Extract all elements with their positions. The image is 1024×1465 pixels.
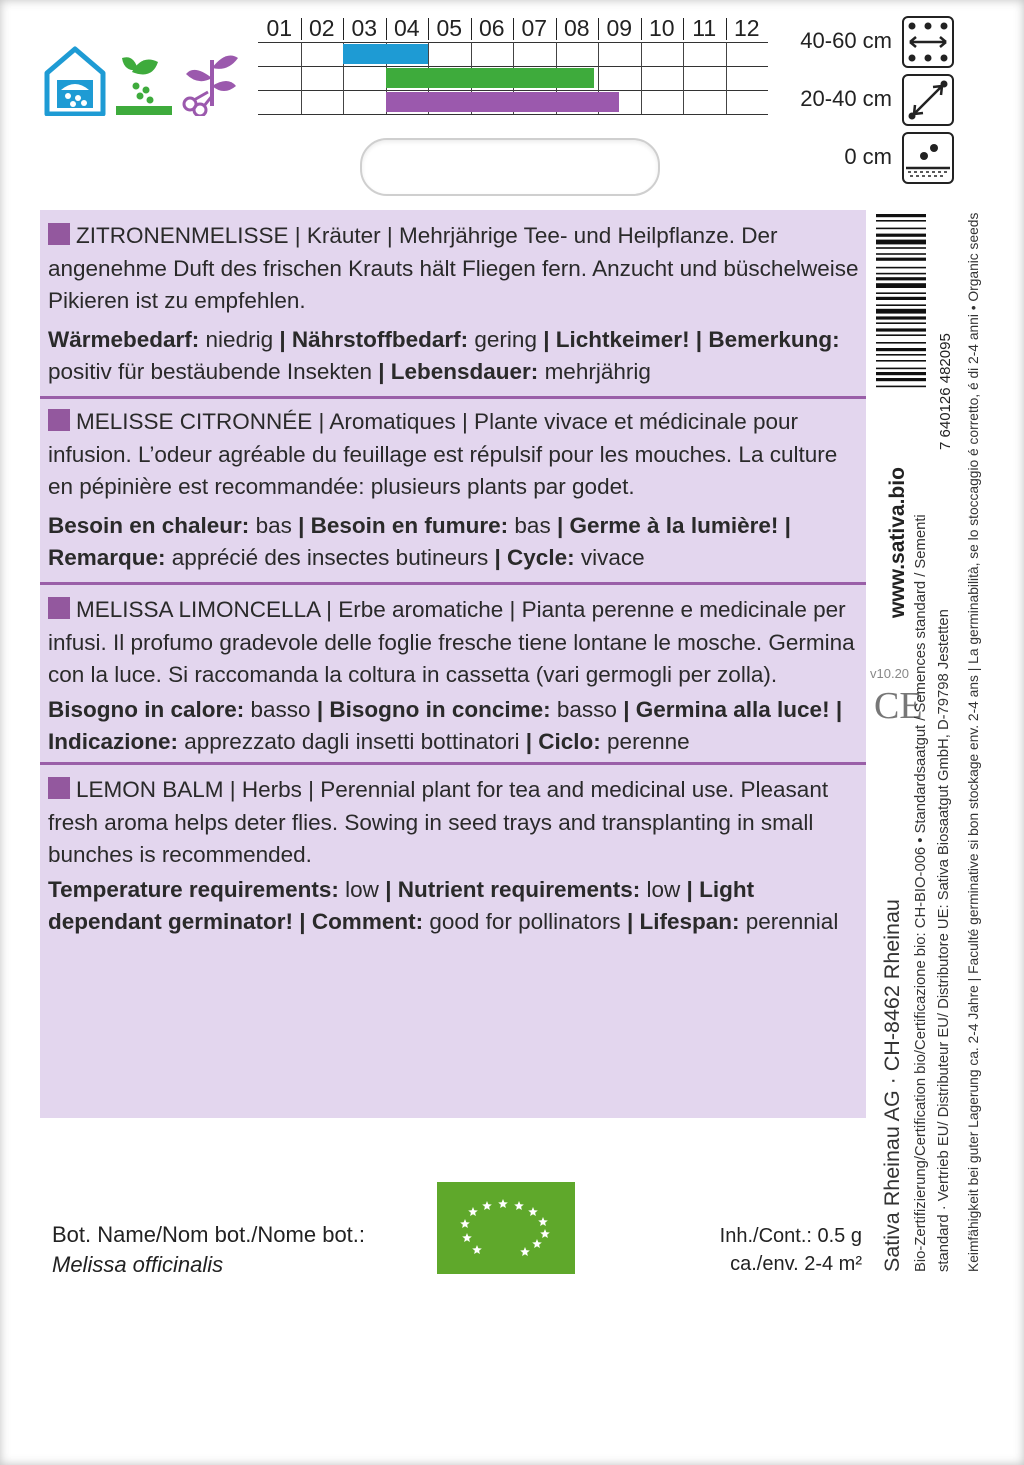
botanical-name-label: Bot. Name/Nom bot./Nome bot.: bbox=[52, 1222, 366, 1247]
calendar-month-11: 11 bbox=[692, 15, 717, 41]
calendar-month-separator bbox=[471, 18, 472, 40]
fact-key: | Germina alla luce! | Indicazione: bbox=[48, 696, 843, 754]
calendar-month-05: 05 bbox=[436, 15, 463, 41]
section-desc: | Kräuter | Mehrjährige Tee- und Heilpflanze. Der angenehme Duft des frischen Krauts hält Fliegen fern. Anzucht und büschelweise Pikieren ist zu empfehlen. bbox=[48, 223, 859, 313]
fact-value: apprécié des insectes butineurs bbox=[165, 545, 495, 570]
fact-value: low bbox=[338, 876, 386, 902]
calendar-month-separator bbox=[343, 18, 344, 40]
fact-value: bas bbox=[508, 512, 557, 538]
calendar-column-line bbox=[726, 42, 727, 114]
ce-mark: CE bbox=[874, 685, 923, 727]
calendar-bar-indoor-sowing bbox=[343, 44, 428, 64]
fact-key: | Bisogno in concime: bbox=[316, 696, 551, 722]
section-bullet bbox=[48, 223, 70, 245]
calendar-month-separator bbox=[641, 18, 642, 40]
section-title: MELISSA LIMONCELLA bbox=[76, 597, 320, 622]
fact-key: Bisogno in calore: bbox=[48, 696, 245, 722]
fact-key: | Ciclo: bbox=[525, 729, 601, 754]
calendar-month-08: 08 bbox=[563, 15, 590, 41]
calendar-row-line bbox=[258, 114, 768, 115]
section-bullet bbox=[48, 597, 70, 619]
description-panel bbox=[40, 210, 866, 1118]
fact-value: basso bbox=[244, 696, 317, 722]
fact-key: | Nutrient requirements: bbox=[385, 876, 641, 902]
fact-value: perenne bbox=[600, 729, 690, 754]
section-en bbox=[48, 774, 860, 939]
section-desc: | Herbs | Perennial plant for tea and medicinal use. Pleasant fresh aroma helps deter flies. Sowing in seed trays and transplanting in small bunches is recommended. bbox=[48, 777, 829, 867]
fact-value: niedrig bbox=[199, 326, 280, 352]
eu-organic-logo bbox=[437, 1182, 575, 1274]
fact-value: apprezzato dagli insetti bottinatori bbox=[178, 729, 526, 754]
package-contents bbox=[700, 1222, 862, 1278]
fact-value: bas bbox=[249, 512, 299, 538]
fact-key: | Nährstoffbedarf: bbox=[279, 326, 469, 352]
hang-hole bbox=[360, 138, 660, 196]
row-spacing-icon bbox=[902, 16, 954, 68]
botanical-name bbox=[52, 1220, 365, 1280]
sowing-calendar bbox=[258, 14, 768, 114]
fact-key: Temperature requirements: bbox=[48, 876, 339, 902]
contents-weight: Inh./Cont.: 0.5 g bbox=[719, 1225, 862, 1247]
calendar-month-separator bbox=[386, 18, 387, 40]
plant-spacing-label: 20-40 cm bbox=[800, 86, 892, 111]
calendar-month-separator bbox=[556, 18, 557, 40]
section-divider bbox=[40, 396, 866, 399]
fact-value: positiv für bestäubende Insekten bbox=[48, 359, 379, 384]
fact-value: perennial bbox=[739, 909, 839, 934]
barcode-digits: 7 640126 482095 bbox=[937, 333, 954, 450]
calendar-month-12: 12 bbox=[733, 15, 760, 41]
section-bullet bbox=[48, 777, 70, 799]
section-de bbox=[48, 220, 860, 389]
calendar-month-separator bbox=[428, 18, 429, 40]
seedling-sowing-icon bbox=[114, 50, 174, 116]
fact-key: Wärmebedarf: bbox=[48, 326, 200, 352]
fact-key: | Lichtkeimer! | Bemerkung: bbox=[543, 326, 840, 352]
contents-area: ca./env. 2-4 m² bbox=[730, 1253, 862, 1275]
fact-key: | Light dependant germinator! | Comment: bbox=[48, 876, 755, 934]
section-desc: | Erbe aromatiche | Pianta perenne e medicinale per infusi. Il profumo gradevole delle foglie fresche tiene lontane le mosche. Germina con la luce. Si raccomanda la coltura in cassetta (vari germogli per zolla). bbox=[48, 597, 855, 687]
sowing-depth-icon bbox=[902, 132, 954, 184]
calendar-column-line bbox=[641, 42, 642, 114]
calendar-bar-outdoor-sowing bbox=[386, 68, 594, 88]
section-desc: | Aromatiques | Plante vivace et médicinale pour infusion. L’odeur agréable du feuillage est répulsif pour les mouches. La culture en pépinière est recommandée: plusieurs plants par godet. bbox=[48, 409, 838, 499]
calendar-column-line bbox=[683, 42, 684, 114]
calendar-month-02: 02 bbox=[308, 15, 335, 41]
section-divider bbox=[40, 762, 866, 765]
calendar-month-10: 10 bbox=[648, 15, 675, 41]
section-it bbox=[48, 594, 860, 759]
calendar-bar-harvest bbox=[386, 92, 620, 112]
company-address: Sativa Rheinau AG · CH-8462 Rheinau bbox=[880, 899, 904, 1272]
fact-value: low bbox=[640, 876, 687, 902]
section-title: MELISSE CITRONNÉE bbox=[76, 409, 313, 434]
house-sowing-icon bbox=[44, 46, 106, 116]
calendar-month-06: 06 bbox=[478, 15, 505, 41]
calendar-month-separator bbox=[513, 18, 514, 40]
fact-value: gering bbox=[468, 326, 544, 352]
certification-line-1: Bio-Zertifizierung/Certification bio/Certificazione bio: CH-BIO-006 • Standardsaatgut / Semences standard / Sementi bbox=[913, 514, 929, 1272]
calendar-month-03: 03 bbox=[351, 15, 378, 41]
fact-value: basso bbox=[550, 696, 624, 722]
section-title: LEMON BALM bbox=[76, 777, 224, 802]
section-title: ZITRONENMELISSE bbox=[76, 223, 289, 248]
fact-key: Besoin en chaleur: bbox=[48, 512, 250, 538]
fact-value: good for pollinators bbox=[423, 909, 627, 934]
fact-key: | Lifespan: bbox=[626, 909, 740, 934]
germination-info: Keimfähigkeit bei guter Lagerung ca. 2-4 Jahre | Faculté germinative si bon stockage env. 2-4 ans | La germinabilità, se lo stoccaggio é corretto, é di 2-4 anni • Organic seeds bbox=[966, 212, 981, 1272]
calendar-month-separator bbox=[301, 18, 302, 40]
fact-key: | Besoin en fumure: bbox=[298, 512, 509, 538]
botanical-name-value: Melissa officinalis bbox=[52, 1252, 224, 1277]
calendar-month-separator bbox=[683, 18, 684, 40]
version-label: v10.20 bbox=[870, 666, 910, 681]
section-fr bbox=[48, 406, 860, 575]
fact-key: | Lebensdauer: bbox=[378, 359, 539, 384]
barcode-icon bbox=[876, 214, 926, 434]
section-bullet bbox=[48, 409, 70, 431]
calendar-month-04: 04 bbox=[393, 15, 420, 41]
fact-key: | Cycle: bbox=[494, 545, 575, 570]
calendar-month-01: 01 bbox=[266, 15, 293, 41]
fact-value: mehrjährig bbox=[538, 359, 651, 384]
website-link[interactable]: www.sativa.bio bbox=[886, 467, 909, 618]
fact-value: vivace bbox=[574, 545, 645, 570]
section-divider bbox=[40, 582, 866, 585]
fact-key: | Germe à la lumière! | Remarque: bbox=[48, 512, 791, 570]
sowing-depth-label: 0 cm bbox=[844, 144, 892, 169]
certification-line-2: standard · Vertrieb EU/ Distributeur EU/ Distributore UE: Sativa Biosaatgut GmbH, D-79798 Jestetten bbox=[936, 609, 952, 1272]
plant-spacing-icon bbox=[902, 74, 954, 126]
harvest-scissors-icon bbox=[178, 46, 242, 116]
row-spacing-label: 40-60 cm bbox=[800, 28, 892, 53]
calendar-month-separator bbox=[598, 18, 599, 40]
calendar-month-09: 09 bbox=[606, 15, 633, 41]
calendar-month-07: 07 bbox=[521, 15, 548, 41]
calendar-month-separator bbox=[726, 18, 727, 40]
calendar-column-line bbox=[301, 42, 302, 114]
